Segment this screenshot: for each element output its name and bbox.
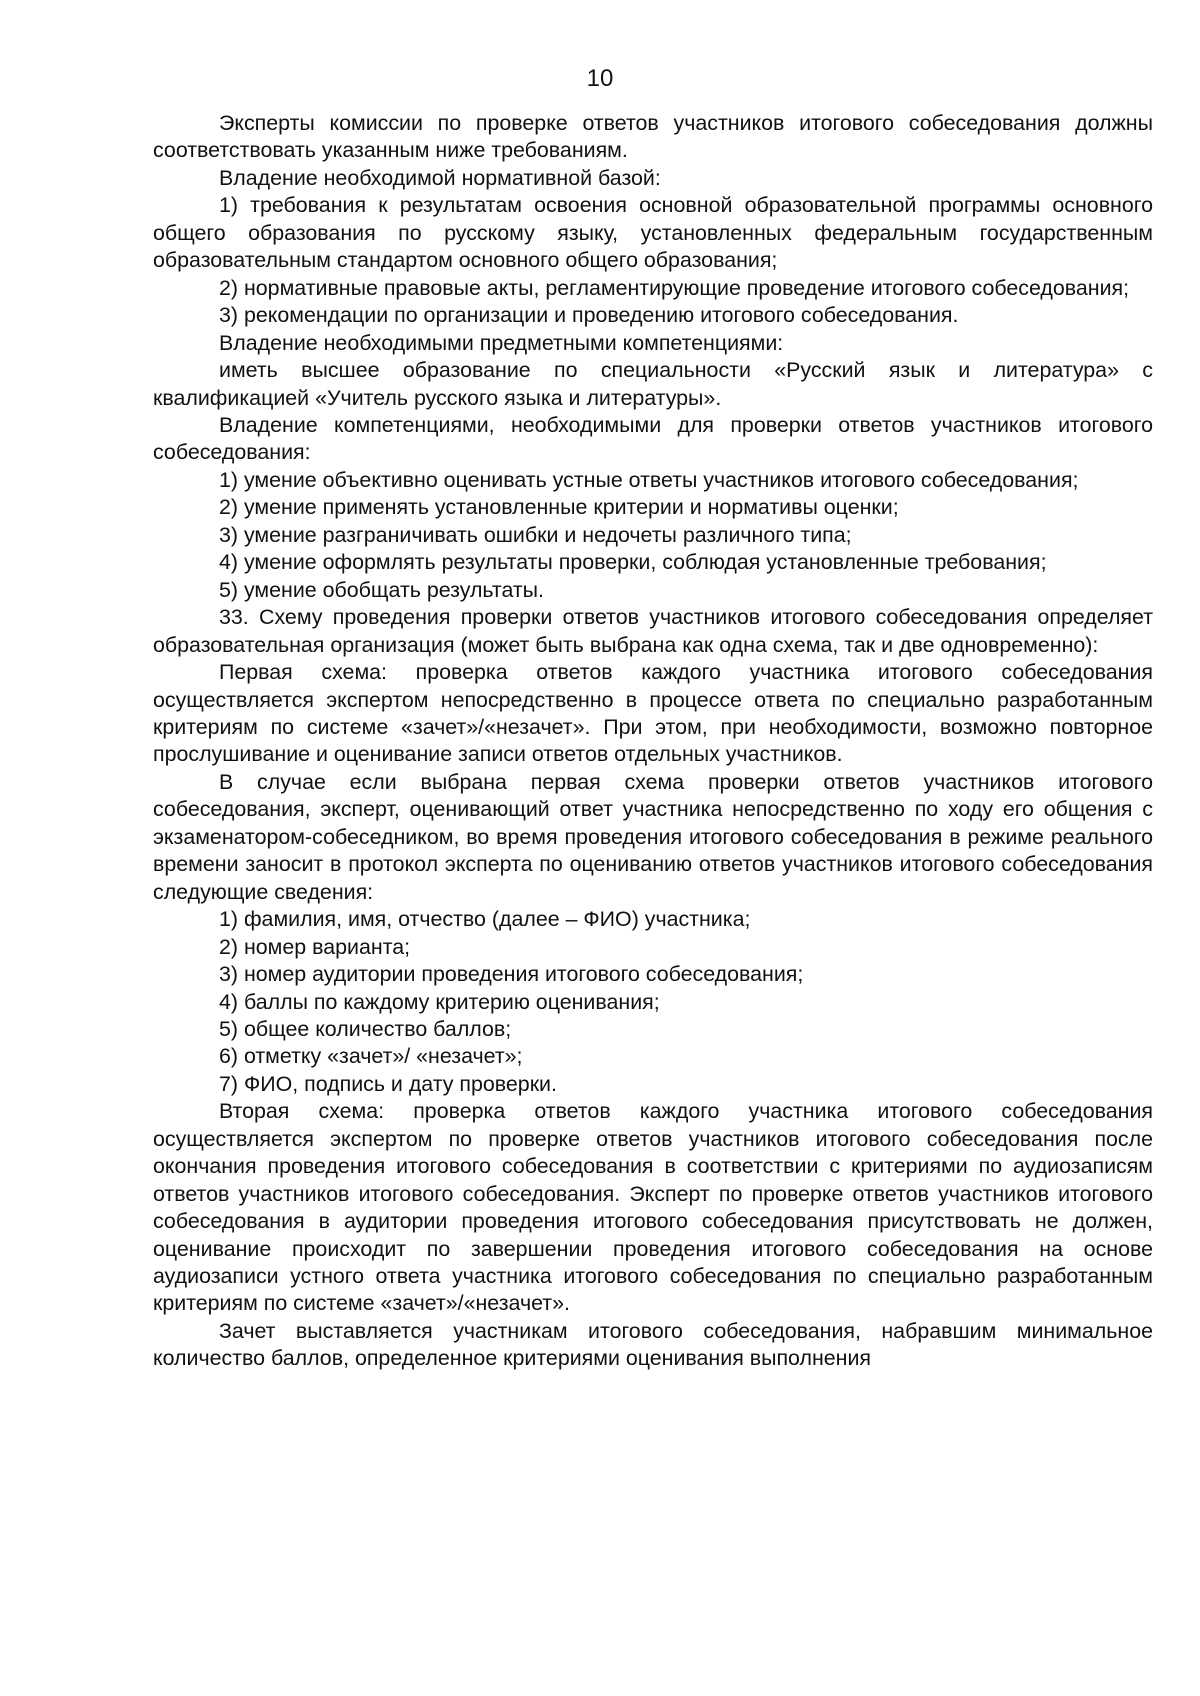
list-item-protocol-4: 4) баллы по каждому критерию оценивания; <box>219 989 660 1014</box>
list-item-normative-1: 1) требования к результатам освоения основной образовательной программы основного общего образования по русскому языку, установленных федеральным государственным образовательным стандартом основного общего образования; <box>153 193 1153 273</box>
list-item-normative-2: 2) нормативные правовые акты, регламентирующие проведение итогового собеседования; <box>219 275 1130 300</box>
document-body <box>153 110 1153 1373</box>
list-item-protocol-6: 6) отметку «зачет»/ «незачет»; <box>219 1044 523 1069</box>
paragraph-experts-requirements: Эксперты комиссии по проверке ответов участников итогового собеседования должны соответствовать указанным ниже требованиям. <box>153 111 1153 163</box>
list-item-skill-2: 2) умение применять установленные критерии и нормативы оценки; <box>219 495 899 520</box>
list-item-protocol-1: 1) фамилия, имя, отчество (далее – ФИО) участника; <box>219 907 751 932</box>
list-item-skill-5: 5) умение обобщать результаты. <box>219 577 544 602</box>
page-number: 10 <box>586 65 614 92</box>
list-item-protocol-7: 7) ФИО, подпись и дату проверки. <box>219 1071 557 1096</box>
list-item-skill-3: 3) умение разграничивать ошибки и недочеты различного типа; <box>219 522 852 547</box>
paragraph-normative-base-heading: Владение необходимой нормативной базой: <box>219 165 661 190</box>
paragraph-subject-competencies-heading: Владение необходимыми предметными компетенциями: <box>219 330 784 355</box>
list-item-protocol-5: 5) общее количество баллов; <box>219 1016 512 1041</box>
paragraph-first-scheme: Первая схема: проверка ответов каждого участника итогового собеседования осуществляется экспертом непосредственно в процессе ответа по специально разработанным критериям по системе «зачет»/«незачет». При этом, при необходимости, возможно повторное прослушивание и оценивание записи ответов отдельных участников. <box>153 660 1153 767</box>
list-item-protocol-2: 2) номер варианта; <box>219 934 411 959</box>
paragraph-second-scheme: Вторая схема: проверка ответов каждого участника итогового собеседования осуществляется экспертом по проверке ответов участников итогового собеседования после окончания проведения итогового собеседования в соответствии с критериями по аудиозаписям ответов участников итогового собеседования. Эксперт по проверке ответов участников итогового собеседования в аудитории проведения итогового собеседования присутствовать не должен, оценивание происходит по завершении проведения итогового собеседования на основе аудиозаписи устного ответа участника итогового собеседования по специально разработанным критериям по системе «зачет»/«незачет». <box>153 1099 1153 1316</box>
paragraph-first-scheme-details: В случае если выбрана первая схема проверки ответов участников итогового собеседования, эксперт, оценивающий ответ участника непосредственно по ходу его общения с экзаменатором-собеседником, во время проведения итогового собеседования в режиме реального времени заносит в протокол эксперта по оцениванию ответов участников итогового собеседования следующие сведения: <box>153 769 1153 904</box>
list-item-normative-3: 3) рекомендации по организации и проведению итогового собеседования. <box>219 303 959 328</box>
paragraph-section-33: 33. Схему проведения проверки ответов участников итогового собеседования определяет образовательная организация (может быть выбрана как одна схема, так и две одновременно): <box>153 605 1153 657</box>
paragraph-higher-education: иметь высшее образование по специальности «Русский язык и литература» с квалификацией «Учитель русского языка и литературы». <box>153 358 1153 410</box>
list-item-skill-4: 4) умение оформлять результаты проверки, соблюдая установленные требования; <box>219 550 1047 575</box>
paragraph-pass-criteria: Зачет выставляется участникам итогового собеседования, набравшим минимальное количество баллов, определенное критериями оценивания выполнения <box>153 1318 1153 1371</box>
list-item-skill-1: 1) умение объективно оценивать устные ответы участников итогового собеседования; <box>219 467 1079 492</box>
list-item-protocol-3: 3) номер аудитории проведения итогового собеседования; <box>219 962 804 987</box>
paragraph-checking-competencies-heading: Владение компетенциями, необходимыми для проверки ответов участников итогового собеседования: <box>153 412 1153 465</box>
